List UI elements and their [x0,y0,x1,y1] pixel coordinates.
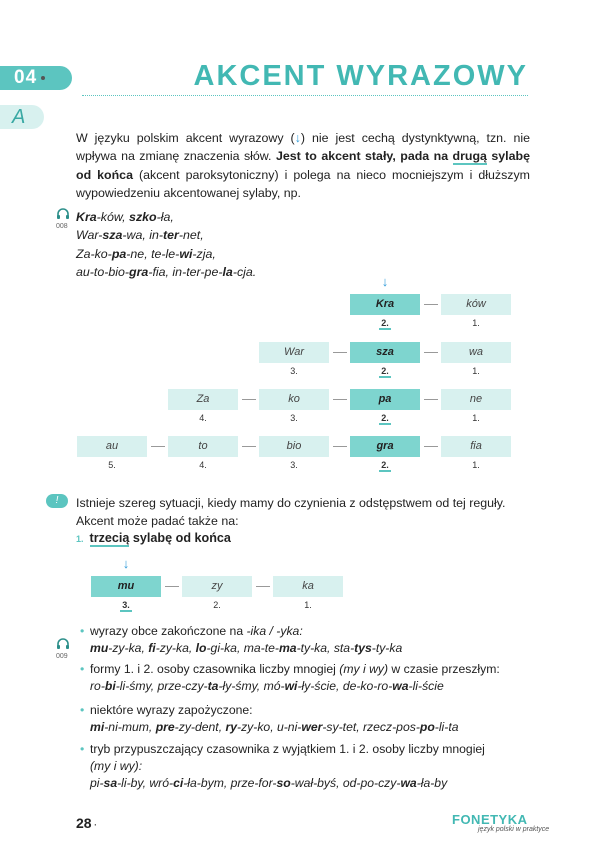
syllable-text: -ły-śmy, mó- [218,679,285,693]
syllable-separator [242,399,256,400]
examples-block-1 [76,208,256,281]
syllable-cell: zy [182,576,252,597]
syllable-position [259,413,329,423]
syllable-cell: ne [441,389,511,410]
stressed-syllable: ma [278,641,297,655]
syllable-text: -zy-ka, [155,641,196,655]
intro-text-1: W języku polskim akcent wyrazowy ( [76,131,295,145]
syllable-text: -wa, in- [122,228,163,243]
stress-arrow-icon: ↓ [381,274,389,289]
syllable-separator [333,446,347,447]
syllable-text: -ty-ka [371,641,403,655]
syllable-position [350,366,420,376]
stress-arrow-icon: ↓ [122,556,130,571]
intro-bold-1: Jest to akcent stały, pada na [275,149,453,164]
stressed-syllable: wa [400,776,417,790]
syllable-text: -gi-ka, ma-te- [206,641,279,655]
syllable-position [350,413,420,423]
bullet-text: tryb przypuszczający czasownika z wyjątkiem 1. i 2. osoby liczby mnogiej [90,742,485,756]
info-text-2: Akcent może padać także na: [76,514,239,529]
stressed-syllable: gra [129,264,149,279]
syllable-text: -wał-byś, od-po-czy- [290,776,401,790]
stressed-syllable: ta [207,679,219,693]
intro-text-2: ) nie jest cechą dystynktywną, tzn. nie wpływa na zmianę znaczenia słów. [76,131,530,164]
syllable-cell: bio [259,436,329,457]
syllable-cell: fia [441,436,511,457]
stressed-syllable-cell: pa [350,389,420,410]
syllable-separator [151,446,165,447]
syllable-text: -zja, [192,246,216,261]
syllable-cell: ków [441,294,511,315]
stressed-syllable: wer [301,720,323,734]
list-item [80,623,530,657]
list-item [80,741,530,792]
page-number: 28 · [76,815,98,831]
syllable-text: -net, [178,228,204,243]
stressed-syllable: tys [354,641,372,655]
stressed-syllable: fi [148,641,156,655]
syllable-position-number: 3. [290,460,298,470]
syllable-text: -zy-dent, [174,720,226,734]
syllable-position [91,600,161,610]
stressed-syllable-cell: mu [91,576,161,597]
syllable-position-number: 5. [108,460,116,470]
list-item [80,702,530,736]
syllable-position-number: 1. [472,318,480,328]
syllable-text: -li-śmy, prze-czy- [115,679,208,693]
syllable-text: -ty-ka, sta- [296,641,355,655]
stressed-syllable: ci [173,776,184,790]
syllable-position [441,413,511,423]
stressed-syllable: so [276,776,291,790]
syllable-text: au-to-bio- [76,264,130,279]
syllable-text: Za-ko- [76,246,112,261]
syllable-position [441,460,511,470]
syllable-cell: au [77,436,147,457]
syllable-position-number: 2. [381,413,389,423]
stressed-syllable: mi [90,720,105,734]
bullet-text-italic: -ika / -yka: [246,624,303,638]
bullet-text: niektóre wyrazy zapożyczone: [90,703,253,717]
syllable-text: -ła-by [416,776,448,790]
syllable-separator [256,586,270,587]
intro-bold-underlined: drugą [452,149,487,164]
stressed-syllable: szko [129,210,157,224]
syllable-text: -ków, [96,210,130,224]
page-title: AKCENT WYRAZOWY [193,60,528,92]
syllable-text: -fia, in-ter-pe- [148,264,223,279]
syllable-position [77,460,147,470]
syllable-position-number: 3. [122,600,130,610]
headphones-icon[interactable] [56,638,70,653]
stress-arrow-icon: ↓ [294,131,301,145]
syllable-text: -li-by, wró- [117,776,174,790]
rule-item-label-rest: sylabę od końca [129,531,231,545]
syllable-position-number: 2. [381,318,389,328]
example-line [76,226,256,244]
syllable-separator [424,446,438,447]
bullet-dot: • [80,662,85,676]
bullet-dot: • [80,703,85,717]
syllable-text: -cja. [232,264,257,279]
stressed-syllable-cell: Kra [350,294,420,315]
syllable-separator [242,446,256,447]
rule-item-number: 1. [76,534,84,544]
list-item [80,661,530,695]
dot-decoration [41,76,45,80]
syllable-text: -li-ście [408,679,444,693]
intro-text-3: (akcent paroksytoniczny) i polega na nieco mocniejszym i dłuższym wypowiedzeniu akcentowanej sylaby, np. [76,167,530,200]
example-line [76,208,256,226]
bullet-text: formy 1. i 2. osoby czasownika liczby mnogiej [90,662,340,676]
stressed-syllable: lo [195,641,207,655]
brand-logo-subtitle: język polski w praktyce [478,826,550,833]
syllable-cell: ko [259,389,329,410]
bullet-example [90,775,530,792]
stressed-syllable: ry [225,720,238,734]
syllable-cell: ka [273,576,343,597]
stressed-syllable: po [419,720,435,734]
stressed-syllable-cell: gra [350,436,420,457]
syllable-position [441,366,511,376]
bullet-text-italic: (my i wy) [339,662,389,676]
stressed-syllable: bi [104,679,116,693]
syllable-position [259,460,329,470]
rule-item-1 [76,531,231,545]
info-paragraph [76,494,530,531]
bullet-text: wyrazy obce zakończone na [90,624,247,638]
stressed-syllable: pa [111,246,127,261]
syllable-text: -ne, te-le- [126,246,180,261]
syllable-position-number: 1. [472,413,480,423]
syllable-position [168,460,238,470]
syllable-position-number: 3. [290,366,298,376]
bullet-example [90,719,530,736]
syllable-position-number: 2. [213,600,221,610]
rule-item-label-underlined: trzecią [89,531,130,545]
syllable-text: War- [76,228,103,243]
syllable-position-number: 2. [381,366,389,376]
syllable-separator [424,304,438,305]
stressed-syllable: ter [163,228,179,243]
syllable-cell: War [259,342,329,363]
dotted-divider [82,95,528,96]
syllable-position-number: 4. [199,460,207,470]
syllable-text: -sy-tet, rzecz-pos- [322,720,420,734]
syllable-position-number: 1. [304,600,312,610]
intro-bold-2: sylabę od końca [76,149,530,182]
audio-track-number: 008 [56,223,68,230]
syllable-position [182,600,252,610]
section-letter-tab: A [0,105,44,129]
stressed-syllable: wi [284,679,298,693]
stressed-syllable: sa [103,776,118,790]
stressed-syllable: mu [90,641,109,655]
bullet-example [90,640,530,657]
intro-paragraph [76,129,530,202]
syllable-position [350,318,420,328]
brand-logo: FONETYKA [452,812,528,827]
example-line [76,263,256,281]
syllable-text: ro- [90,679,105,693]
syllable-text: pi- [90,776,104,790]
syllable-position-number: 1. [472,366,480,376]
bullet-text-after: w czasie przeszłym: [388,662,500,676]
syllable-position [350,460,420,470]
info-text-1: Istnieje szereg sytuacji, kiedy mamy do czynienia z odstępstwem od tej reguły. [76,496,506,510]
audio-track-number: 009 [56,653,68,660]
syllable-cell: wa [441,342,511,363]
syllable-cell: Za [168,389,238,410]
syllable-separator [333,399,347,400]
syllable-text: -ły-ście, de-ko-ro- [297,679,393,693]
syllable-separator [165,586,179,587]
chapter-number: 04 [14,67,38,88]
stressed-syllable: pre [155,720,175,734]
syllable-text: -ła-bym, prze-for- [183,776,277,790]
syllable-position-number: 4. [199,413,207,423]
syllable-text: -zy-ko, u-ni- [237,720,302,734]
syllable-separator [424,399,438,400]
stressed-syllable: wi [179,246,193,261]
syllable-text: -ni-mum, [104,720,156,734]
syllable-position-number: 2. [381,460,389,470]
syllable-text: -ła, [156,210,174,224]
headphones-icon[interactable] [56,208,70,223]
bullet-example [90,678,530,695]
bullet-dot: • [80,742,85,756]
syllable-separator [424,352,438,353]
info-badge: ! [46,494,68,508]
syllable-position [273,600,343,610]
stressed-syllable: Kra [76,210,97,224]
syllable-position [168,413,238,423]
syllable-position [259,366,329,376]
bullet-dot: • [80,624,85,638]
page-number-text: 28 [76,815,92,831]
syllable-text: -zy-ka, [108,641,149,655]
example-line [76,245,256,263]
syllable-position [441,318,511,328]
chapter-number-tab [0,66,72,90]
stressed-syllable-cell: sza [350,342,420,363]
syllable-cell: to [168,436,238,457]
syllable-separator [333,352,347,353]
syllable-position-number: 3. [290,413,298,423]
stressed-syllable: sza [102,228,123,243]
stressed-syllable: wa [392,679,409,693]
syllable-position-number: 1. [472,460,480,470]
syllable-text: -li-ta [434,720,459,734]
bullet-text-italic: (my i wy): [90,759,143,773]
stressed-syllable: la [222,264,233,279]
